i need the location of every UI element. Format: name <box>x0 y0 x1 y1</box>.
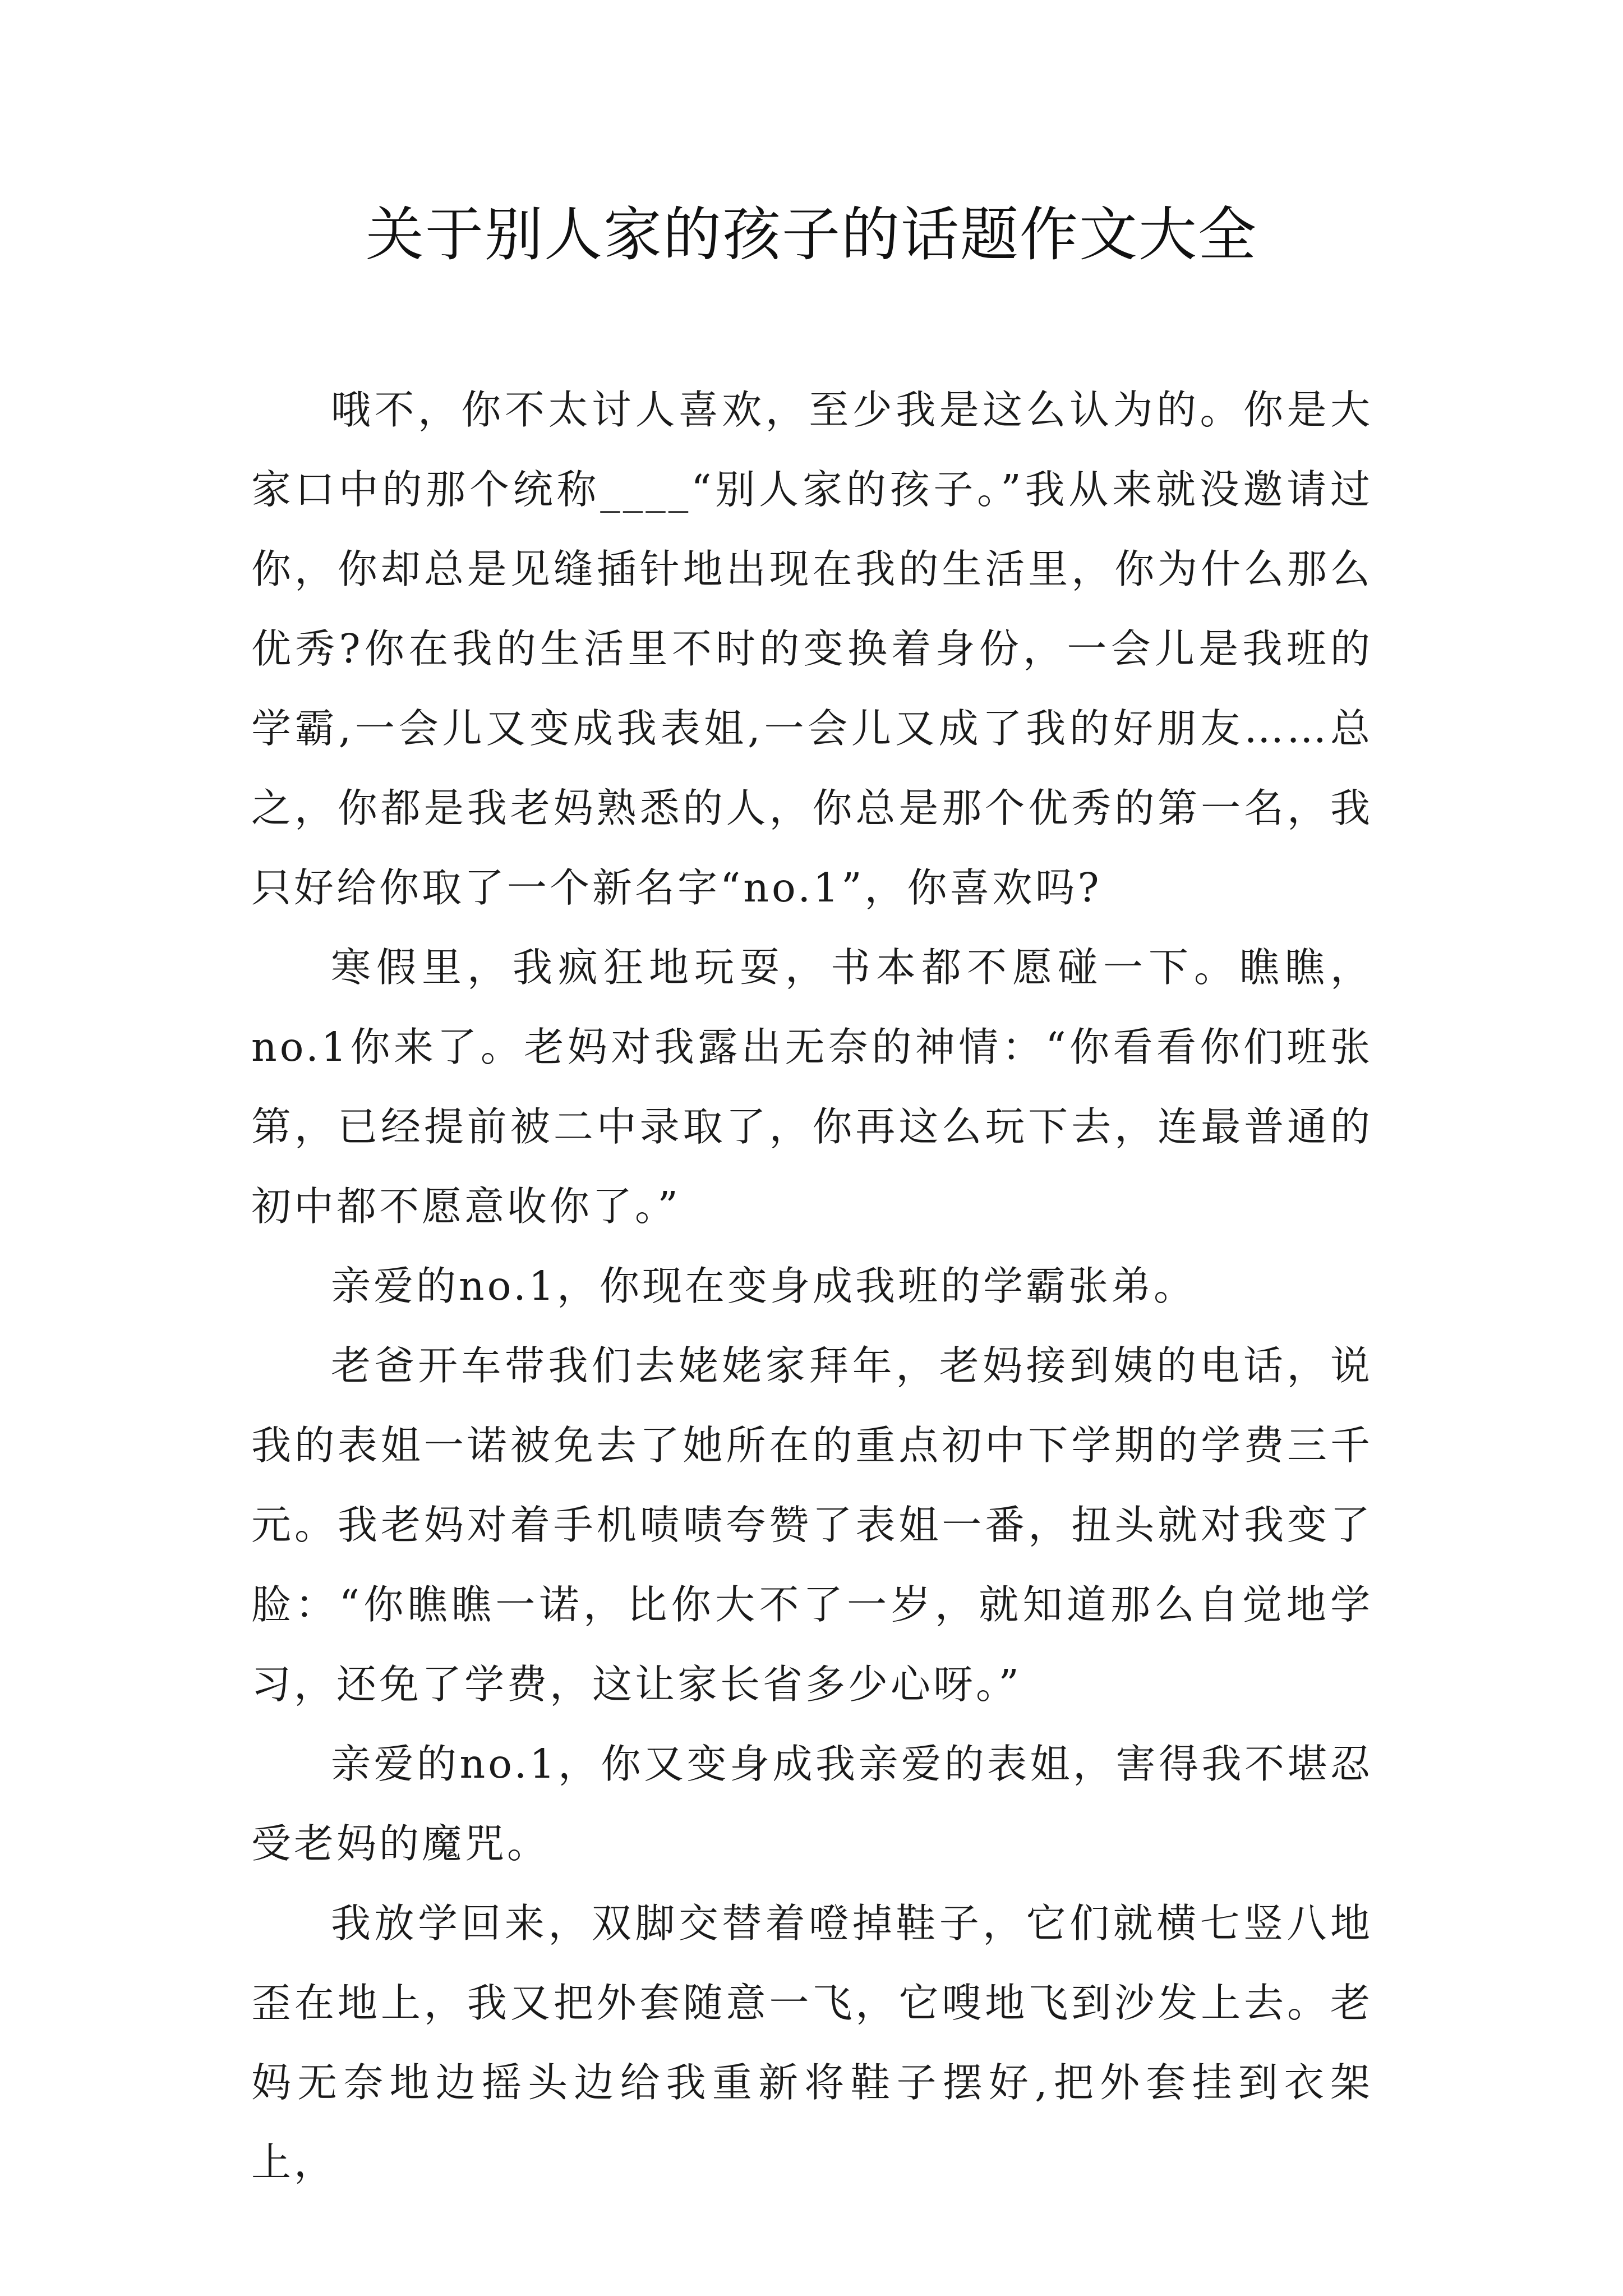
paragraph-1: 哦不，你不太讨人喜欢，至少我是这么认为的。你是大家口中的那个统称____“别人家的孩子。”我从来就没邀请过你，你却总是见缝插针地出现在我的生活里，你为什么那么优秀?你在我的生活里不时的变换着身份，一会儿是我班的学霸,一会儿又变成我表姐,一会儿又成了我的好朋友……总之，你都是我老妈熟悉的人，你总是那个优秀的第一名，我只好给你取了一个新名字“no.1”，你喜欢吗? <box>251 386 1373 911</box>
paragraph-6: 我放学回来，双脚交替着噔掉鞋子，它们就横七竖八地歪在地上，我又把外套随意一飞，它嗖地飞到沙发上去。老妈无奈地边摇头边给我重新将鞋子摆好,把外套挂到衣架上， <box>251 1900 1373 2185</box>
paragraph-2: 寒假里，我疯狂地玩耍，书本都不愿碰一下。瞧瞧，no.1你来了。老妈对我露出无奈的神情：“你看看你们班张第，已经提前被二中录取了，你再这么玩下去，连最普通的初中都不愿意收你了。” <box>251 944 1373 1230</box>
document-title: 关于别人家的孩子的话题作文大全 <box>365 200 1257 269</box>
paragraph-4: 老爸开车带我们去姥姥家拜年，老妈接到姨的电话，说我的表姐一诺被免去了她所在的重点初中下学期的学费三千元。我老妈对着手机啧啧夸赞了表姐一番，扭头就对我变了脸：“你瞧瞧一诺，比你大不了一岁，就知道那么自觉地学习，还免了学费，这让家长省多少心呀。” <box>251 1342 1373 1708</box>
document-body <box>251 370 1373 2202</box>
paragraph-5: 亲爱的no.1，你又变身成我亲爱的表姐，害得我不堪忍受老妈的魔咒。 <box>251 1741 1373 1867</box>
paragraph-3: 亲爱的no.1，你现在变身成我班的学霸张弟。 <box>331 1263 1196 1309</box>
